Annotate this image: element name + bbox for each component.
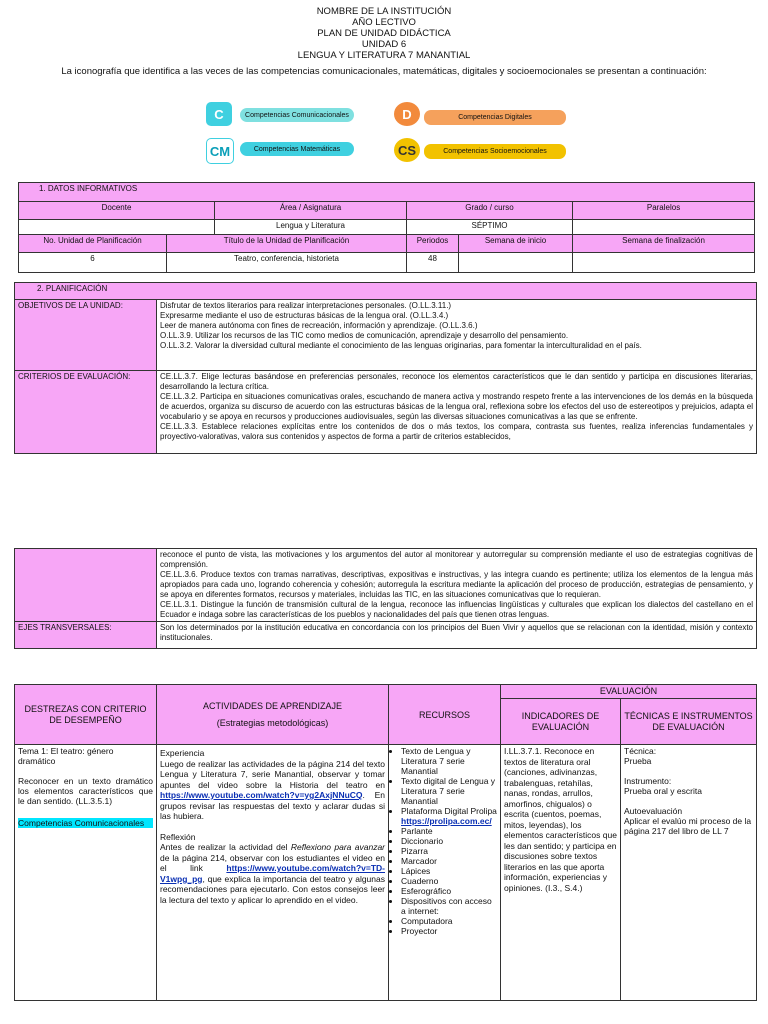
destrezas-header bbox=[15, 685, 157, 745]
unit-title-header: Título de la Unidad de Planificación bbox=[167, 235, 407, 253]
objetivo-item: Leer de manera autónoma con fines de recreación, información y aprendizaje. (O.LL.3.6.) bbox=[160, 321, 478, 330]
reflexion-italic: Reflexiono para avanzar bbox=[290, 842, 386, 852]
experiencia-text-2: . En grupos revisar las respuestas del texto y aclarar dudas si las hubiera. bbox=[160, 790, 385, 821]
recurso-item-text: Plataforma Digital Prolipa bbox=[401, 806, 497, 816]
reflexion-text-3: , que explica la importancia del teatro y algunas recomendaciones para ejecutarlo. Con estos consejos leer la lectura del texto y aplicar lo aprendido en el video. bbox=[160, 873, 385, 905]
unit-title-value: Teatro, conferencia, historieta bbox=[167, 253, 407, 273]
paralelos-value bbox=[573, 220, 755, 235]
criterios-header: CRITERIOS DE EVALUACIÓN: bbox=[15, 371, 157, 454]
socioemotional-icon-letter: CS bbox=[397, 142, 417, 158]
periods-value: 48 bbox=[407, 253, 459, 273]
num-unit-header: No. Unidad de Planificación bbox=[19, 235, 167, 253]
theater-video-link[interactable]: https://www.youtube.com/watch?v=TD-V1wpg_pg bbox=[160, 863, 385, 884]
planificacion-section-title: 2. PLANIFICACIÓN bbox=[15, 283, 757, 300]
criterio-item: CE.LL.3.6. Produce textos con tramas narrativas, descriptivas, expositivas e instructivas, y las integra cuando es pertinente; utiliza los elementos de la lengua más apropiados para cada uno, logrando coherencia y cohesión; autorregula la escritura mediante la aplicación del proceso de producción, estrategias de pensamiento, y se apoya en diferentes formatos, recursos y materiales, incluidas las TIC, en las situaciones comunicativas que lo requieran. bbox=[160, 570, 753, 599]
criterios-continued-content bbox=[157, 549, 757, 622]
recurso-item: • Diccionario bbox=[401, 836, 497, 846]
math-icon-letter: CM bbox=[209, 143, 231, 159]
recursos-list bbox=[392, 746, 497, 936]
ejes-content: Son los determinados por la institución educativa en concordancia con los principios del Buen Vivir y aquellos que se relacionan con la identidad, misión y contexto institucionales. bbox=[157, 622, 757, 649]
recurso-item: • Cuaderno bbox=[401, 876, 497, 886]
datos-table bbox=[18, 182, 755, 273]
objetivo-item: O.LL.3.2. Valorar la diversidad cultural mediante el conocimiento de las lenguas originarias, para fomentar la interculturalidad en el país. bbox=[160, 341, 642, 350]
competencia-tag: Competencias Comunicacionales bbox=[18, 818, 153, 828]
recurso-item: • Computadora bbox=[401, 916, 497, 926]
tecnicas-cell bbox=[621, 745, 757, 1001]
criterio-item: CE.LL.3.2. Participa en situaciones comunicativas orales, escuchando de manera activa y mostrando respeto frente a las intervenciones de los demás en la búsqueda de acuerdos, organiza su discurso de acuerdo con las estructuras básicas de la lengua oral, reflexiona sobre los efectos del uso de estereotipos y prejuicios, adapta el vocabulario y se apoya en recursos y producciones audiovisuales, según las diversas situaciones comunicativas a las que se enfrente. bbox=[160, 392, 753, 421]
plan-title: PLAN DE UNIDAD DIDÁCTICA bbox=[317, 28, 451, 39]
institution-name: NOMBRE DE LA INSTITUCIÓN bbox=[316, 6, 452, 17]
grado-value: SÉPTIMO bbox=[407, 220, 573, 235]
digital-icon bbox=[394, 102, 420, 126]
area-value: Lengua y Literatura bbox=[215, 220, 407, 235]
recursos-cell bbox=[389, 745, 501, 1001]
instrumento-value: Prueba oral y escrita bbox=[624, 786, 702, 796]
autoevaluacion-value: Aplicar el evalúo mi proceso de la página 217 del libro de LL 7 bbox=[624, 816, 752, 836]
num-unit-value: 6 bbox=[19, 253, 167, 273]
recurso-item: • Marcador bbox=[401, 856, 497, 866]
matriz-table bbox=[14, 684, 757, 1001]
recurso-item: • Lápices bbox=[401, 866, 497, 876]
indicadores-header: INDICADORES DE EVALUACIÓN bbox=[501, 699, 621, 745]
unit-label: UNIDAD 6 bbox=[361, 39, 407, 50]
instrumento-label: Instrumento: bbox=[624, 776, 672, 786]
badge-communication: Competencias Comunicacionales bbox=[240, 108, 354, 122]
recurso-item: • Dispositivos con acceso a internet: bbox=[401, 896, 497, 916]
objetivos-header: OBJETIVOS DE LA UNIDAD: bbox=[15, 300, 157, 371]
start-week-header: Semana de inicio bbox=[459, 235, 573, 253]
end-week-header: Semana de finalización bbox=[573, 235, 755, 253]
tema-title: Tema 1: El teatro: género dramático bbox=[18, 746, 114, 766]
autoevaluacion-label: Autoevaluación bbox=[624, 806, 683, 816]
reflexion-text: Antes de realizar la actividad del bbox=[160, 842, 288, 852]
tecnicas-header: TÉCNICAS E INSTRUMENTOS DE EVALUACIÓN bbox=[621, 699, 757, 745]
history-video-link[interactable]: https://www.youtube.com/watch?v=yg2AxjNNuCQ bbox=[160, 790, 363, 800]
criterio-item: CE.LL.3.7. Elige lecturas basándose en preferencias personales, reconoce los elementos característicos que le dan sentido y participa en discusiones literarias, desarrollando la lectura crítica. bbox=[160, 372, 753, 391]
actividades-header-text: ACTIVIDADES DE APRENDIZAJE bbox=[202, 700, 343, 711]
objetivo-item: Disfrutar de textos literarios para realizar interpretaciones personales. (O.LL.3.11.) bbox=[160, 301, 452, 310]
destreza-cell bbox=[15, 745, 157, 1001]
objetivos-content bbox=[157, 300, 757, 371]
actividades-cell bbox=[157, 745, 389, 1001]
recurso-item bbox=[401, 806, 497, 826]
socioemotional-icon bbox=[394, 138, 420, 162]
actividades-header bbox=[157, 685, 389, 745]
recurso-item: • Esferográfico bbox=[401, 886, 497, 896]
actividades-subheader: (Estrategias metodológicas) bbox=[216, 717, 329, 728]
grado-header: Grado / curso bbox=[407, 202, 573, 220]
criterio-item: reconoce el punto de vista, las motivaciones y los argumentos del autor al monitorear y autorregular su comprensión mediante el uso de estrategias cognitivas de comprensión. bbox=[160, 550, 753, 569]
docente-header: Docente bbox=[19, 202, 215, 220]
recurso-item: • Texto digital de Lengua y Literatura 7 serie Manantial bbox=[401, 776, 497, 806]
badge-socioemotional: Competencias Socioemocionales bbox=[424, 144, 566, 159]
destrezas-header-text: DESTREZAS CON CRITERIO DE DESEMPEÑO bbox=[24, 703, 147, 725]
math-icon bbox=[206, 138, 234, 164]
intro-text: La iconografía que identifica a las veces de las competencias comunicacionales, matemáticas, digitales y socioemocionales se presentan a continuación: bbox=[61, 66, 707, 77]
paralelos-header: Paralelos bbox=[573, 202, 755, 220]
destreza-text: Reconocer en un texto dramático los elementos característicos que le dan sentido. (LL.3.5.1) bbox=[18, 776, 153, 806]
communication-icon-letter: C bbox=[214, 106, 224, 122]
start-week-value bbox=[459, 253, 573, 273]
planificacion-continued-table bbox=[14, 548, 757, 649]
tecnica-label: Técnica: bbox=[624, 746, 657, 756]
recursos-header: RECURSOS bbox=[389, 685, 501, 745]
objetivo-item: Expresarme mediante el uso de estructuras básicas de la lengua oral. (O.LL.3.4.) bbox=[160, 311, 449, 320]
communication-icon bbox=[206, 102, 232, 126]
periods-header: Periodos bbox=[407, 235, 459, 253]
recurso-item: • Texto de Lengua y Literatura 7 serie Manantial bbox=[401, 746, 497, 776]
datos-section-title: 1. DATOS INFORMATIVOS bbox=[19, 183, 755, 202]
criterios-continued-label bbox=[15, 549, 157, 622]
end-week-value bbox=[573, 253, 755, 273]
document-header bbox=[0, 6, 768, 61]
recurso-item: • Pizarra bbox=[401, 846, 497, 856]
ejes-header: EJES TRANSVERSALES: bbox=[15, 622, 157, 649]
criterios-content bbox=[157, 371, 757, 454]
badge-math: Competencias Matemáticas bbox=[240, 142, 354, 156]
tecnica-value: Prueba bbox=[624, 756, 652, 766]
criterio-item: CE.LL.3.3. Establece relaciones explícitas entre los contenidos de dos o más textos, los compara, contrasta sus fuentes, realiza inferencias fundamentales y proyectivo-valorativas, valora sus contenidos y aspectos de forma a partir de criterios establecidos, bbox=[160, 422, 753, 441]
indicador-cell: I.LL.3.7.1. Reconoce en textos de literatura oral (canciones, adivinanzas, trabalenguas, retahílas, nanas, rondas, arrullos, amorfinos, chigualos) o escrita (cuentos, poemas, mitos, leyendas), los elementos característicos que les dan sentido; y participa en discusiones sobre textos literarios en las que aporta información, experiencias y opiniones. (I.3., S.4.) bbox=[501, 745, 621, 1001]
evaluacion-header: EVALUACIÓN bbox=[501, 685, 757, 699]
area-header: Área / Asignatura bbox=[215, 202, 407, 220]
school-year: AÑO LECTIVO bbox=[352, 17, 416, 28]
criterio-item: CE.LL.3.1. Distingue la función de transmisión cultural de la lengua, reconoce las influencias lingüísticas y culturales que explican los dialectos del castellano en el Ecuador e indaga sobre las características de los pueblos y nacionalidades del país que tienen otras lenguas. bbox=[160, 600, 753, 619]
badge-digital: Competencias Digitales bbox=[424, 110, 566, 125]
reflexion-text-2: de la página 214, observar con los estudiantes el video en el link bbox=[160, 852, 385, 873]
planificacion-table bbox=[14, 282, 757, 454]
docente-value bbox=[19, 220, 215, 235]
recurso-item: • Proyector bbox=[401, 926, 497, 936]
prolipa-link[interactable]: https://prolipa.com.ec/ bbox=[401, 816, 492, 826]
experiencia-text: Luego de realizar las actividades de la página 214 del texto Lengua y Literatura 7, serie Manantial, observar y tomar apuntes del video sobre la Historia del teatro en bbox=[160, 758, 385, 790]
recurso-item: • Parlante bbox=[401, 826, 497, 836]
reflexion-title: Reflexión bbox=[160, 831, 196, 842]
digital-icon-letter: D bbox=[402, 106, 412, 122]
objetivo-item: O.LL.3.9. Utilizar los recursos de las TIC como medios de comunicación, aprendizaje y desarrollo del pensamiento. bbox=[160, 331, 569, 340]
subject-label: LENGUA Y LITERATURA 7 MANANTIAL bbox=[297, 50, 471, 61]
experiencia-title: Experiencia bbox=[160, 748, 205, 758]
